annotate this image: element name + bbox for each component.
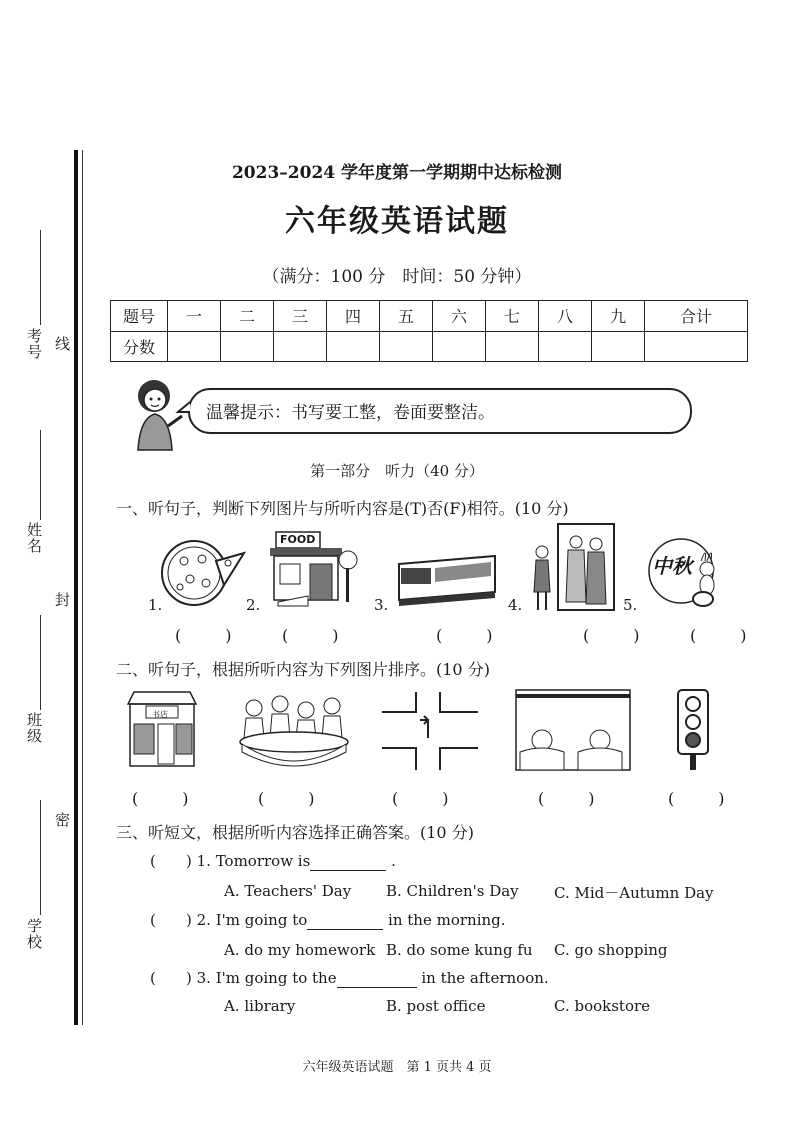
q3-heading: 三、听短文，根据所听内容选择正确答案。(10 分) — [116, 823, 474, 842]
q1-answer-3[interactable]: ( ) — [436, 626, 507, 645]
q1-number-5: 5. — [623, 596, 638, 614]
tip-text: 温馨提示：书写要工整，卷面要整洁。 — [206, 403, 495, 423]
score-col-4: 四 — [327, 301, 380, 332]
bus-passengers-illustration — [514, 688, 632, 772]
score-col-2: 二 — [221, 301, 274, 332]
q1-number-4: 4. — [508, 596, 523, 614]
score-col-total: 合计 — [645, 301, 748, 332]
food-sign-text: FOOD — [280, 533, 316, 546]
q1-heading: 一、听句子，判断下列图片与所听内容是(T)否(F)相符。(10 分) — [116, 499, 569, 518]
score-table-header-row — [111, 301, 748, 332]
q3-item-3-stem-before: ) 3. I'm going to the — [186, 969, 337, 987]
bookstore-illustration — [126, 688, 198, 770]
q2-heading: 二、听句子，根据所听内容为下列图片排序。(10 分) — [116, 660, 490, 679]
score-cell[interactable] — [168, 331, 221, 362]
q1-number-3: 3. — [374, 596, 389, 614]
q1-answer-5[interactable]: ( ) — [690, 626, 761, 645]
score-cell[interactable] — [221, 331, 274, 362]
q2-answer-4[interactable]: ( ) — [538, 789, 609, 808]
q2-answer-1[interactable]: ( ) — [132, 789, 203, 808]
score-col-5: 五 — [380, 301, 433, 332]
exam-info: （满分：100 分 时间：50 分钟） — [262, 267, 532, 287]
score-cell[interactable] — [433, 331, 486, 362]
festival-text: 中秋 — [652, 554, 692, 578]
score-table-row1-label: 题号 — [111, 301, 168, 332]
q3-item-2-blank[interactable] — [307, 911, 383, 930]
q1-number-1: 1. — [148, 596, 163, 614]
q3-item-2-stem-before: ) 2. I'm going to — [186, 911, 308, 929]
traffic-light-illustration — [668, 688, 718, 772]
seal-mark-feng: 封 — [53, 592, 71, 608]
q1-answer-4[interactable]: ( ) — [583, 626, 654, 645]
part1-title: 第一部分 听力（40 分） — [310, 462, 484, 480]
q3-item-2-option-a[interactable]: A. do my homework — [224, 941, 376, 959]
q1-answer-2[interactable]: ( ) — [282, 626, 353, 645]
q3-item-3-option-b[interactable]: B. post office — [386, 997, 486, 1015]
pizza-illustration — [160, 535, 246, 611]
train-illustration — [395, 552, 499, 608]
exam-no-label: 考号 — [25, 328, 43, 360]
seal-mark-mi: 密 — [53, 812, 71, 828]
score-cell[interactable] — [539, 331, 592, 362]
family-dinner-illustration — [236, 688, 354, 772]
score-col-1: 一 — [168, 301, 221, 332]
score-col-9: 九 — [592, 301, 645, 332]
score-table-row2-label: 分数 — [111, 331, 168, 362]
q3-item-2-answer-paren[interactable]: ( — [150, 911, 156, 929]
score-cell[interactable] — [327, 331, 380, 362]
seal-mark-xian: 线 — [53, 336, 71, 352]
q2-answer-5[interactable]: ( ) — [668, 789, 739, 808]
score-cell[interactable] — [486, 331, 539, 362]
q3-item-3-stem — [186, 969, 549, 988]
q3-item-1-stem — [186, 852, 396, 871]
score-col-3: 三 — [274, 301, 327, 332]
q3-item-1-stem-before: ) 1. Tomorrow is — [186, 852, 311, 870]
score-cell[interactable] — [645, 331, 748, 362]
exam-title: 六年级英语试题 — [285, 204, 509, 239]
q3-item-3-option-c[interactable]: C. bookstore — [554, 997, 651, 1015]
q3-item-1-answer-paren[interactable]: ( — [150, 852, 156, 870]
q2-answer-3[interactable]: ( ) — [392, 789, 463, 808]
score-table — [110, 300, 748, 362]
q1-number-2: 2. — [246, 596, 261, 614]
q3-item-3-answer-paren[interactable]: ( — [150, 969, 156, 987]
q3-item-3-blank[interactable] — [337, 969, 417, 988]
school-line — [40, 800, 41, 915]
q3-item-2-option-c[interactable]: C. go shopping — [554, 941, 668, 959]
score-cell[interactable] — [274, 331, 327, 362]
q3-item-1-blank[interactable] — [310, 852, 386, 871]
score-col-6: 六 — [433, 301, 486, 332]
page-footer: 六年级英语试题 第 1 页共 4 页 — [302, 1060, 492, 1075]
q3-item-1-option-b[interactable]: B. Children's Day — [386, 882, 519, 900]
tip-bubble-tail — [176, 400, 192, 416]
score-col-8: 八 — [539, 301, 592, 332]
bookstore-sign-text: 书店 — [152, 710, 168, 719]
q3-item-2-stem — [186, 911, 506, 930]
q3-item-2-option-b[interactable]: B. do some kung fu — [386, 941, 533, 959]
year-title: 2023–2024 学年度第一学期期中达标检测 — [231, 163, 563, 183]
q3-item-1-option-a[interactable]: A. Teachers' Day — [224, 882, 352, 900]
name-label: 姓名 — [25, 522, 43, 554]
school-label: 学校 — [25, 918, 43, 950]
q3-item-1-stem-after: . — [391, 852, 396, 870]
score-col-7: 七 — [486, 301, 539, 332]
q3-item-2-stem-after: in the morning. — [388, 911, 506, 929]
class-label: 班级 — [25, 712, 43, 744]
q3-item-3-option-a[interactable]: A. library — [224, 997, 296, 1015]
road-map-illustration — [380, 690, 480, 772]
score-cell[interactable] — [592, 331, 645, 362]
q3-item-3-stem-after: in the afternoon. — [421, 969, 549, 987]
class-line — [40, 615, 41, 710]
q3-item-1-option-c[interactable]: C. Mid－Autumn Day — [554, 884, 714, 902]
q1-answer-1[interactable]: ( ) — [175, 626, 246, 645]
family-door-illustration — [530, 522, 620, 614]
score-table-score-row — [111, 331, 748, 362]
q2-answer-2[interactable]: ( ) — [258, 789, 329, 808]
score-cell[interactable] — [380, 331, 433, 362]
